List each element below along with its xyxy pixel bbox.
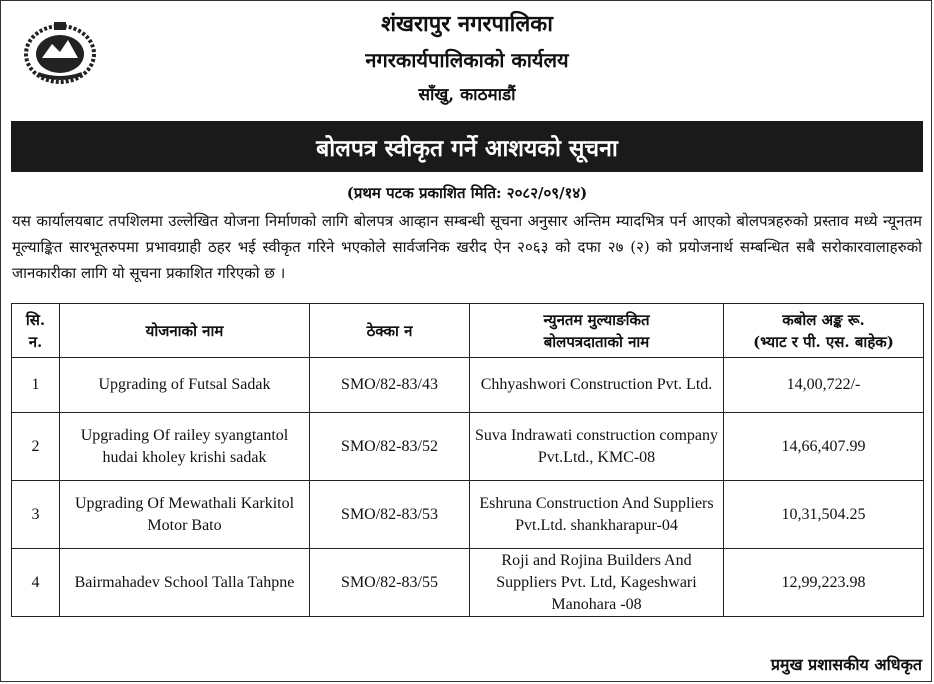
- cell-bidder: Eshruna Construction And Suppliers Pvt.Ltd. shankharapur-04: [470, 481, 724, 549]
- cell-amount: 12,99,223.98: [724, 549, 924, 617]
- cell-amount: 10,31,504.25: [724, 481, 924, 549]
- cell-contract: SMO/82-83/53: [310, 481, 470, 549]
- cell-amount: 14,66,407.99: [724, 413, 924, 481]
- table-row: [12, 549, 924, 617]
- notice-body: यस कार्यालयबाट तपशिलमा उल्लेखित योजना निर्माणको लागि बोलपत्र आव्हान सम्बन्धी सूचना अनुसार अन्तिम म्यादभित्र पर्न आएको बोलपत्रहरुको प्रस्ताव मध्ये न्यूनतम मूल्याङ्कित सारभूतरुपमा प्रभावग्राही ठहर भई स्वीकृत गरिने भएकोले सार्वजनिक खरीद ऐन २०६३ को दफा २७ (२) को प्रयोजनार्थ सम्बन्धित सबै सरोकारवालाहरुको जानकारीका लागि यो सूचना प्रकाशित गरिएको छ ।: [12, 212, 922, 282]
- cell-project: Upgrading of Futsal Sadak: [60, 358, 310, 413]
- table-row: [12, 413, 924, 481]
- table-row: [12, 358, 924, 413]
- header-bidder: न्युनतम मुल्याङकित बोलपत्रदाताको नाम: [470, 304, 724, 358]
- cell-project: Upgrading Of railey syangtantol hudai kholey krishi sadak: [60, 413, 310, 481]
- bid-table: [11, 303, 924, 617]
- notice-title: बोलपत्र स्वीकृत गर्ने आशयको सूचना: [316, 134, 618, 162]
- cell-contract: SMO/82-83/52: [310, 413, 470, 481]
- header-project: योजनाको नाम: [60, 304, 310, 358]
- cell-serial: 3: [12, 481, 60, 549]
- cell-contract: SMO/82-83/55: [310, 549, 470, 617]
- notice-title-banner: [11, 121, 923, 172]
- table-header-row: [12, 304, 924, 358]
- cell-serial: 1: [12, 358, 60, 413]
- office-location: साँखु, काठमाडौं: [418, 85, 516, 105]
- cell-bidder: Chhyashwori Construction Pvt. Ltd.: [470, 358, 724, 413]
- municipality-name: शंखरापुर नगरपालिका: [381, 11, 553, 37]
- publish-date: (प्रथम पटक प्रकाशित मिति: २०८२/०९/१४): [346, 184, 588, 202]
- cell-amount: 14,00,722/-: [724, 358, 924, 413]
- header-contract: ठेक्का न: [310, 304, 470, 358]
- cell-serial: 4: [12, 549, 60, 617]
- cell-contract: SMO/82-83/43: [310, 358, 470, 413]
- cell-project: Upgrading Of Mewathali Karkitol Motor Bato: [60, 481, 310, 549]
- table-row: [12, 481, 924, 549]
- header-amount: कबोल अङ्क रू. (भ्याट र पी. एस. बाहेक): [724, 304, 924, 358]
- cell-bidder: Suva Indrawati construction company Pvt.Ltd., KMC-08: [470, 413, 724, 481]
- office-name: नगरकार्यपालिकाको कार्यलय: [365, 48, 569, 72]
- signature-title: प्रमुख प्रशासकीय अधिकृत: [770, 655, 922, 674]
- cell-project: Bairmahadev School Talla Tahpne: [60, 549, 310, 617]
- cell-bidder: Roji and Rojina Builders And Suppliers Pvt. Ltd, Kageshwari Manohara -08: [470, 549, 724, 617]
- header-serial: सि. न.: [12, 304, 60, 358]
- cell-serial: 2: [12, 413, 60, 481]
